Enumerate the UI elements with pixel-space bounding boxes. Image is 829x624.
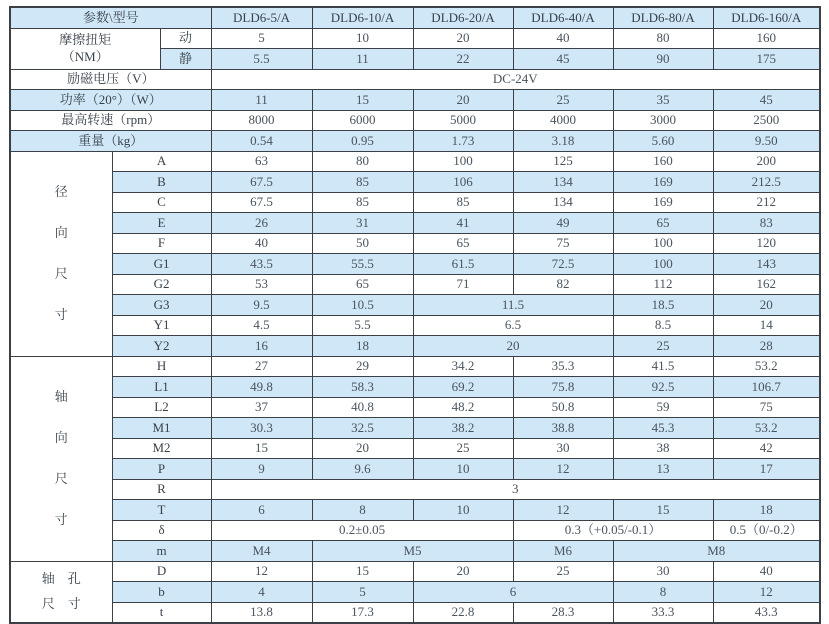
value-cell: 5.5: [312, 315, 413, 336]
table-row: [10, 90, 820, 111]
table-row: [10, 213, 820, 234]
param-label: Y2: [112, 336, 211, 357]
table-row: [10, 582, 820, 603]
value-cell: 45.3: [613, 418, 713, 439]
table-row: [10, 192, 820, 213]
row-label: 最高转速（rpm）: [10, 110, 211, 131]
value-cell: M8: [613, 541, 820, 562]
value-cell: 80: [312, 151, 413, 172]
table-row: [10, 541, 820, 562]
value-cell: 14: [713, 315, 820, 336]
value-cell: 0.3（+0.05/-0.1）: [513, 520, 713, 541]
value-cell: 38.2: [413, 418, 513, 439]
value-cell: 169: [613, 192, 713, 213]
param-label: G2: [112, 274, 211, 295]
value-cell: 61.5: [413, 254, 513, 275]
value-cell: 6.5: [413, 315, 613, 336]
value-cell: 5: [211, 28, 312, 49]
value-cell: 65: [312, 274, 413, 295]
column-header: DLD6-160/A: [713, 7, 820, 28]
value-cell: 43.5: [211, 254, 312, 275]
value-cell: 5.5: [211, 49, 312, 70]
value-cell: 40: [211, 233, 312, 254]
param-label: M2: [112, 438, 211, 459]
value-cell: 6000: [312, 110, 413, 131]
param-label: P: [112, 459, 211, 480]
param-label: t: [112, 602, 211, 623]
table-row: [10, 254, 820, 275]
value-cell: 45: [713, 90, 820, 111]
value-cell: 50.8: [513, 397, 613, 418]
param-label: m: [112, 541, 211, 562]
value-cell: 3: [211, 479, 820, 500]
value-cell: 41: [413, 213, 513, 234]
value-cell: 25: [413, 438, 513, 459]
value-cell: 25: [513, 561, 613, 582]
value-cell: 4.5: [211, 315, 312, 336]
value-cell: 28.3: [513, 602, 613, 623]
table-row: [10, 69, 820, 90]
value-cell: 48.2: [413, 397, 513, 418]
table-row: [10, 520, 820, 541]
value-cell: 27: [211, 356, 312, 377]
value-cell: 85: [312, 172, 413, 193]
section-label: 轴 向 尺 寸: [10, 356, 112, 561]
row-label: 摩擦扭矩 （NM）: [10, 28, 160, 69]
value-cell: 0.2±0.05: [211, 520, 513, 541]
value-cell: 200: [713, 151, 820, 172]
value-cell: 22.8: [413, 602, 513, 623]
value-cell: 12: [513, 500, 613, 521]
value-cell: 100: [413, 151, 513, 172]
value-cell: 6: [211, 500, 312, 521]
value-cell: 13: [613, 459, 713, 480]
param-label: F: [112, 233, 211, 254]
value-cell: 85: [312, 192, 413, 213]
value-cell: 35: [613, 90, 713, 111]
value-cell: 160: [613, 151, 713, 172]
value-cell: 5.60: [613, 131, 713, 152]
table-row: [10, 7, 820, 28]
value-cell: 212: [713, 192, 820, 213]
table-row: [10, 377, 820, 398]
value-cell: 9.6: [312, 459, 413, 480]
value-cell: 20: [413, 28, 513, 49]
value-cell: 49: [513, 213, 613, 234]
param-label: G1: [112, 254, 211, 275]
column-header: DLD6-40/A: [513, 7, 613, 28]
value-cell: 4000: [513, 110, 613, 131]
value-cell: 15: [312, 90, 413, 111]
value-cell: 2500: [713, 110, 820, 131]
table-row: [10, 438, 820, 459]
value-cell: 15: [613, 500, 713, 521]
value-cell: 20: [713, 295, 820, 316]
value-cell: 100: [613, 233, 713, 254]
param-label: G3: [112, 295, 211, 316]
value-cell: 9: [211, 459, 312, 480]
value-cell: 10: [312, 28, 413, 49]
param-label: C: [112, 192, 211, 213]
value-cell: 72.5: [513, 254, 613, 275]
value-cell: 75.8: [513, 377, 613, 398]
value-cell: 134: [513, 192, 613, 213]
value-cell: 45: [513, 49, 613, 70]
value-cell: 6: [413, 582, 613, 603]
value-cell: 106.7: [713, 377, 820, 398]
value-cell: 3.18: [513, 131, 613, 152]
value-cell: 40.8: [312, 397, 413, 418]
value-cell: 15: [312, 561, 413, 582]
param-label: R: [112, 479, 211, 500]
value-cell: 8000: [211, 110, 312, 131]
value-cell: 30: [613, 561, 713, 582]
table-row: [10, 500, 820, 521]
param-label: 动: [160, 28, 211, 49]
value-cell: 83: [713, 213, 820, 234]
value-cell: 55.5: [312, 254, 413, 275]
value-cell: 160: [713, 28, 820, 49]
value-cell: 80: [613, 28, 713, 49]
value-cell: 22: [413, 49, 513, 70]
column-header: DLD6-10/A: [312, 7, 413, 28]
row-label: 励磁电压（V）: [10, 69, 211, 90]
table-row: [10, 602, 820, 623]
param-label: E: [112, 213, 211, 234]
value-cell: 75: [513, 233, 613, 254]
value-cell: 58.3: [312, 377, 413, 398]
value-cell: 11: [211, 90, 312, 111]
param-label: δ: [112, 520, 211, 541]
value-cell: 20: [312, 438, 413, 459]
value-cell: 10: [413, 459, 513, 480]
param-label: D: [112, 561, 211, 582]
value-cell: 38.8: [513, 418, 613, 439]
value-cell: 20: [413, 561, 513, 582]
value-cell: 3000: [613, 110, 713, 131]
table-row: [10, 151, 820, 172]
value-cell: 38: [613, 438, 713, 459]
value-cell: 143: [713, 254, 820, 275]
value-cell: 0.54: [211, 131, 312, 152]
value-cell: 32.5: [312, 418, 413, 439]
table-row: [10, 295, 820, 316]
value-cell: 212.5: [713, 172, 820, 193]
table-row: [10, 233, 820, 254]
value-cell: 25: [513, 90, 613, 111]
value-cell: 9.50: [713, 131, 820, 152]
value-cell: 11.5: [413, 295, 613, 316]
param-label: M1: [112, 418, 211, 439]
value-cell: 65: [613, 213, 713, 234]
value-cell: M4: [211, 541, 312, 562]
value-cell: 41.5: [613, 356, 713, 377]
value-cell: 53: [211, 274, 312, 295]
value-cell: 18: [713, 500, 820, 521]
value-cell: 37: [211, 397, 312, 418]
value-cell: 35.3: [513, 356, 613, 377]
value-cell: 162: [713, 274, 820, 295]
value-cell: 30.3: [211, 418, 312, 439]
value-cell: 67.5: [211, 172, 312, 193]
value-cell: 85: [413, 192, 513, 213]
value-cell: 53.2: [713, 356, 820, 377]
param-label: T: [112, 500, 211, 521]
row-label: 重量（kg）: [10, 131, 211, 152]
table-row: [10, 172, 820, 193]
value-cell: 18: [312, 336, 413, 357]
value-cell: 134: [513, 172, 613, 193]
value-cell: 92.5: [613, 377, 713, 398]
value-cell: 29: [312, 356, 413, 377]
value-cell: 63: [211, 151, 312, 172]
spec-table: [9, 6, 821, 624]
section-label: 径 向 尺 寸: [10, 151, 112, 356]
value-cell: 34.2: [413, 356, 513, 377]
value-cell: 43.3: [713, 602, 820, 623]
table-row: [10, 28, 820, 49]
value-cell: 112: [613, 274, 713, 295]
value-cell: 69.2: [413, 377, 513, 398]
table-row: [10, 356, 820, 377]
value-cell: 33.3: [613, 602, 713, 623]
value-cell: 90: [613, 49, 713, 70]
param-label: A: [112, 151, 211, 172]
param-label: Y1: [112, 315, 211, 336]
column-header: DLD6-80/A: [613, 7, 713, 28]
value-cell: 75: [713, 397, 820, 418]
table-row: [10, 418, 820, 439]
value-cell: 169: [613, 172, 713, 193]
table-row: [10, 561, 820, 582]
value-cell: 40: [713, 561, 820, 582]
table-row: [10, 315, 820, 336]
value-cell: 28: [713, 336, 820, 357]
table-row: [10, 479, 820, 500]
value-cell: 30: [513, 438, 613, 459]
value-cell: 0.5（0/-0.2）: [713, 520, 820, 541]
column-header: DLD6-5/A: [211, 7, 312, 28]
param-label: b: [112, 582, 211, 603]
value-cell: 71: [413, 274, 513, 295]
value-cell: 8.5: [613, 315, 713, 336]
table-row: [10, 110, 820, 131]
value-cell: 16: [211, 336, 312, 357]
table-row: [10, 131, 820, 152]
table-row: [10, 459, 820, 480]
value-cell: 120: [713, 233, 820, 254]
value-cell: 65: [413, 233, 513, 254]
value-cell: 82: [513, 274, 613, 295]
value-cell: 11: [312, 49, 413, 70]
value-cell: 20: [413, 90, 513, 111]
param-label: H: [112, 356, 211, 377]
value-cell: 175: [713, 49, 820, 70]
value-cell: 9.5: [211, 295, 312, 316]
value-cell: 31: [312, 213, 413, 234]
value-cell: 125: [513, 151, 613, 172]
value-cell: M6: [513, 541, 613, 562]
value-cell: 12: [211, 561, 312, 582]
param-label: L2: [112, 397, 211, 418]
value-cell: 4: [211, 582, 312, 603]
column-header: DLD6-20/A: [413, 7, 513, 28]
value-cell: 12: [513, 459, 613, 480]
section-label: 轴 孔 尺 寸: [10, 561, 112, 623]
table-row: [10, 336, 820, 357]
value-cell: 8: [312, 500, 413, 521]
value-cell: 18.5: [613, 295, 713, 316]
value-cell: 25: [613, 336, 713, 357]
value-cell: M5: [312, 541, 513, 562]
table-row: [10, 397, 820, 418]
value-cell: 12: [713, 582, 820, 603]
value-cell: 8: [613, 582, 713, 603]
value-cell: 59: [613, 397, 713, 418]
value-cell: 53.2: [713, 418, 820, 439]
value-cell: 40: [513, 28, 613, 49]
value-cell: 42: [713, 438, 820, 459]
param-label: B: [112, 172, 211, 193]
value-cell: 17.3: [312, 602, 413, 623]
value-cell: 1.73: [413, 131, 513, 152]
value-cell: 20: [413, 336, 613, 357]
value-cell: DC-24V: [211, 69, 820, 90]
table-row: [10, 274, 820, 295]
param-label: 静: [160, 49, 211, 70]
value-cell: 26: [211, 213, 312, 234]
value-cell: 0.95: [312, 131, 413, 152]
value-cell: 100: [613, 254, 713, 275]
value-cell: 15: [211, 438, 312, 459]
value-cell: 17: [713, 459, 820, 480]
value-cell: 49.8: [211, 377, 312, 398]
value-cell: 5: [312, 582, 413, 603]
value-cell: 13.8: [211, 602, 312, 623]
value-cell: 5000: [413, 110, 513, 131]
table-body: [10, 7, 820, 623]
value-cell: 10.5: [312, 295, 413, 316]
value-cell: 50: [312, 233, 413, 254]
row-label: 功率（20°）（W）: [10, 90, 211, 111]
value-cell: 106: [413, 172, 513, 193]
param-label: L1: [112, 377, 211, 398]
column-header: 参数\型号: [10, 7, 211, 28]
value-cell: 67.5: [211, 192, 312, 213]
value-cell: 10: [413, 500, 513, 521]
